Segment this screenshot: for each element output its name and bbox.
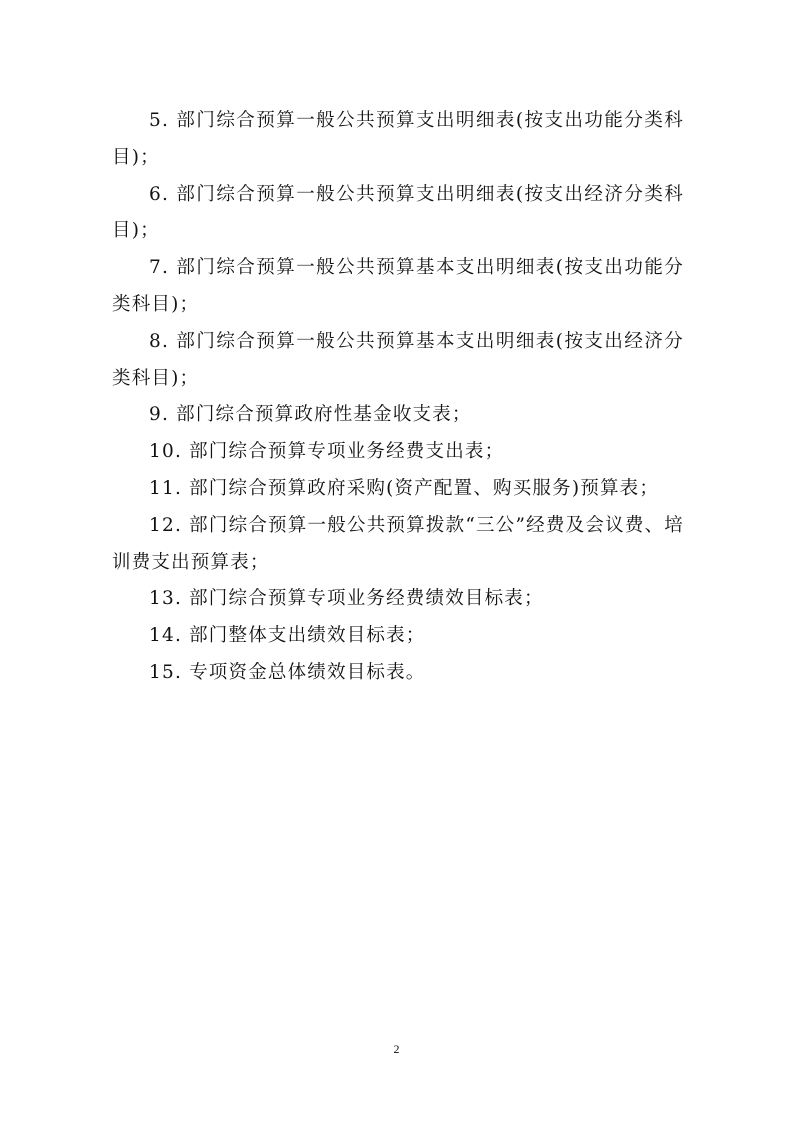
- list-item: 7. 部门综合预算一般公共预算基本支出明细表(按支出功能分类科目)；: [112, 257, 684, 315]
- list-item: 14. 部门整体支出绩效目标表；: [149, 625, 426, 647]
- list-item: 15. 专项资金总体绩效目标表。: [149, 661, 426, 683]
- list-item: 12. 部门综合预算一般公共预算拨款“三公”经费及会议费、培训费支出预算表；: [112, 514, 684, 573]
- list-item: 11. 部门综合预算政府采购(资产配置、购买服务)预算表；: [149, 477, 660, 499]
- list-item: 10. 部门综合预算专项业务经费支出表；: [149, 441, 505, 463]
- list-item: 8. 部门综合预算一般公共预算基本支出明细表(按支出经济分类科目)；: [112, 330, 684, 389]
- list-item: 13. 部门综合预算专项业务经费绩效目标表；: [149, 588, 544, 610]
- list-item: 9. 部门综合预算政府性基金收支表；: [149, 404, 472, 426]
- page-number: 2: [393, 1042, 400, 1056]
- list-item: 6. 部门综合预算一般公共预算支出明细表(按支出经济分类科目)；: [112, 183, 684, 242]
- list-item: 5. 部门综合预算一般公共预算支出明细表(按支出功能分类科目)；: [112, 110, 684, 168]
- document-body: [112, 103, 684, 692]
